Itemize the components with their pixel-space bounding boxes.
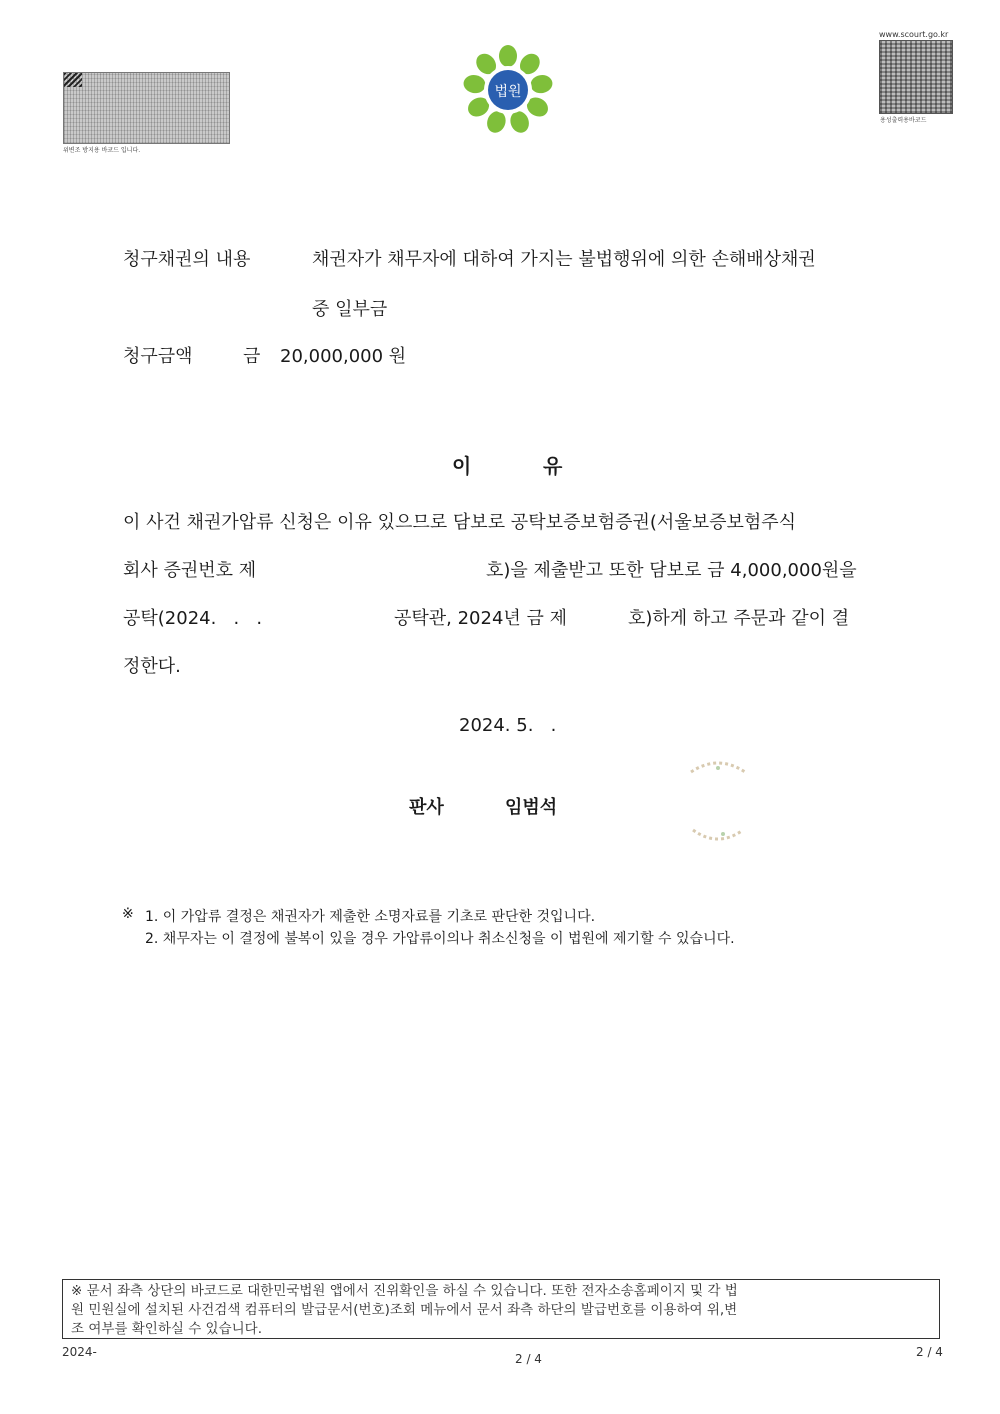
- reason-line3a: 공탁(2024. . .: [123, 608, 263, 629]
- verification-notice-box: [62, 1279, 940, 1339]
- claim-content-line1: 채권자가 채무자에 대하여 가지는 불법행위에 의한 손해배상채권: [312, 249, 816, 270]
- page-number-center: 2 / 4: [515, 1352, 542, 1366]
- reason-line3b: 공탁관, 2024년 금 제: [394, 608, 568, 629]
- reason-line2b: 호)을 제출받고 또한 담보로 금 4,000,000원을: [486, 560, 857, 581]
- reason-heading-right: 유: [543, 454, 563, 478]
- notes-mark: ※: [122, 906, 134, 922]
- judge-seal-icon: [683, 752, 753, 852]
- note-2: 2. 채무자는 이 결정에 불복이 있을 경우 가압류이의나 취소신청을 이 법원에 제기할 수 있습니다.: [145, 931, 735, 947]
- note-1: 1. 이 가압류 결정은 채권자가 제출한 소명자료를 기초로 판단한 것입니다.: [145, 909, 596, 925]
- verification-line-1: ※ 문서 좌측 상단의 바코드로 대한민국법원 앱에서 진위확인을 하실 수 있습니다. 또한 전자소송홈페이지 및 각 법: [71, 1283, 738, 1299]
- reason-line1: 이 사건 채권가압류 신청은 이유 있으므로 담보로 공탁보증보험증권(서울보증보험주식: [123, 512, 797, 533]
- reason-heading-left: 이: [452, 454, 472, 478]
- judge-title: 판사: [409, 797, 444, 818]
- claim-content-label: 청구채권의 내용: [123, 249, 251, 270]
- judge-name: 임범석: [505, 797, 558, 818]
- page-number-right: 2 / 4: [916, 1345, 943, 1359]
- claim-amount-label: 청구금액: [123, 346, 193, 367]
- court-url: www.scourt.go.kr: [879, 30, 949, 39]
- reason-line4: 정한다.: [123, 656, 181, 677]
- qr-code: [879, 40, 953, 114]
- claim-content-line2: 중 일부금: [312, 299, 388, 320]
- verification-line-2: 원 민원실에 설치된 사건검색 컴퓨터의 발급문서(번호)조회 메뉴에서 문서 좌측 하단의 발급번호를 이용하여 위,변: [71, 1302, 738, 1318]
- barcode-caption: 위변조 방지용 바코드 입니다.: [63, 147, 141, 154]
- authenticity-barcode: [63, 72, 230, 144]
- verification-line-3: 조 여부를 확인하실 수 있습니다.: [71, 1321, 262, 1337]
- reason-line3c: 호)하게 하고 주문과 같이 결: [628, 608, 850, 629]
- decision-date: 2024. 5. .: [459, 715, 557, 736]
- qr-caption: 용성출력용바코드: [880, 117, 927, 124]
- court-emblem-icon: [460, 42, 556, 134]
- claim-amount-prefix: 금: [243, 346, 261, 367]
- emblem-text: 법원: [494, 84, 522, 100]
- claim-amount-value: 20,000,000 원: [280, 346, 407, 367]
- reason-line2a: 회사 증권번호 제: [123, 560, 257, 581]
- issue-number: 2024-: [62, 1345, 97, 1359]
